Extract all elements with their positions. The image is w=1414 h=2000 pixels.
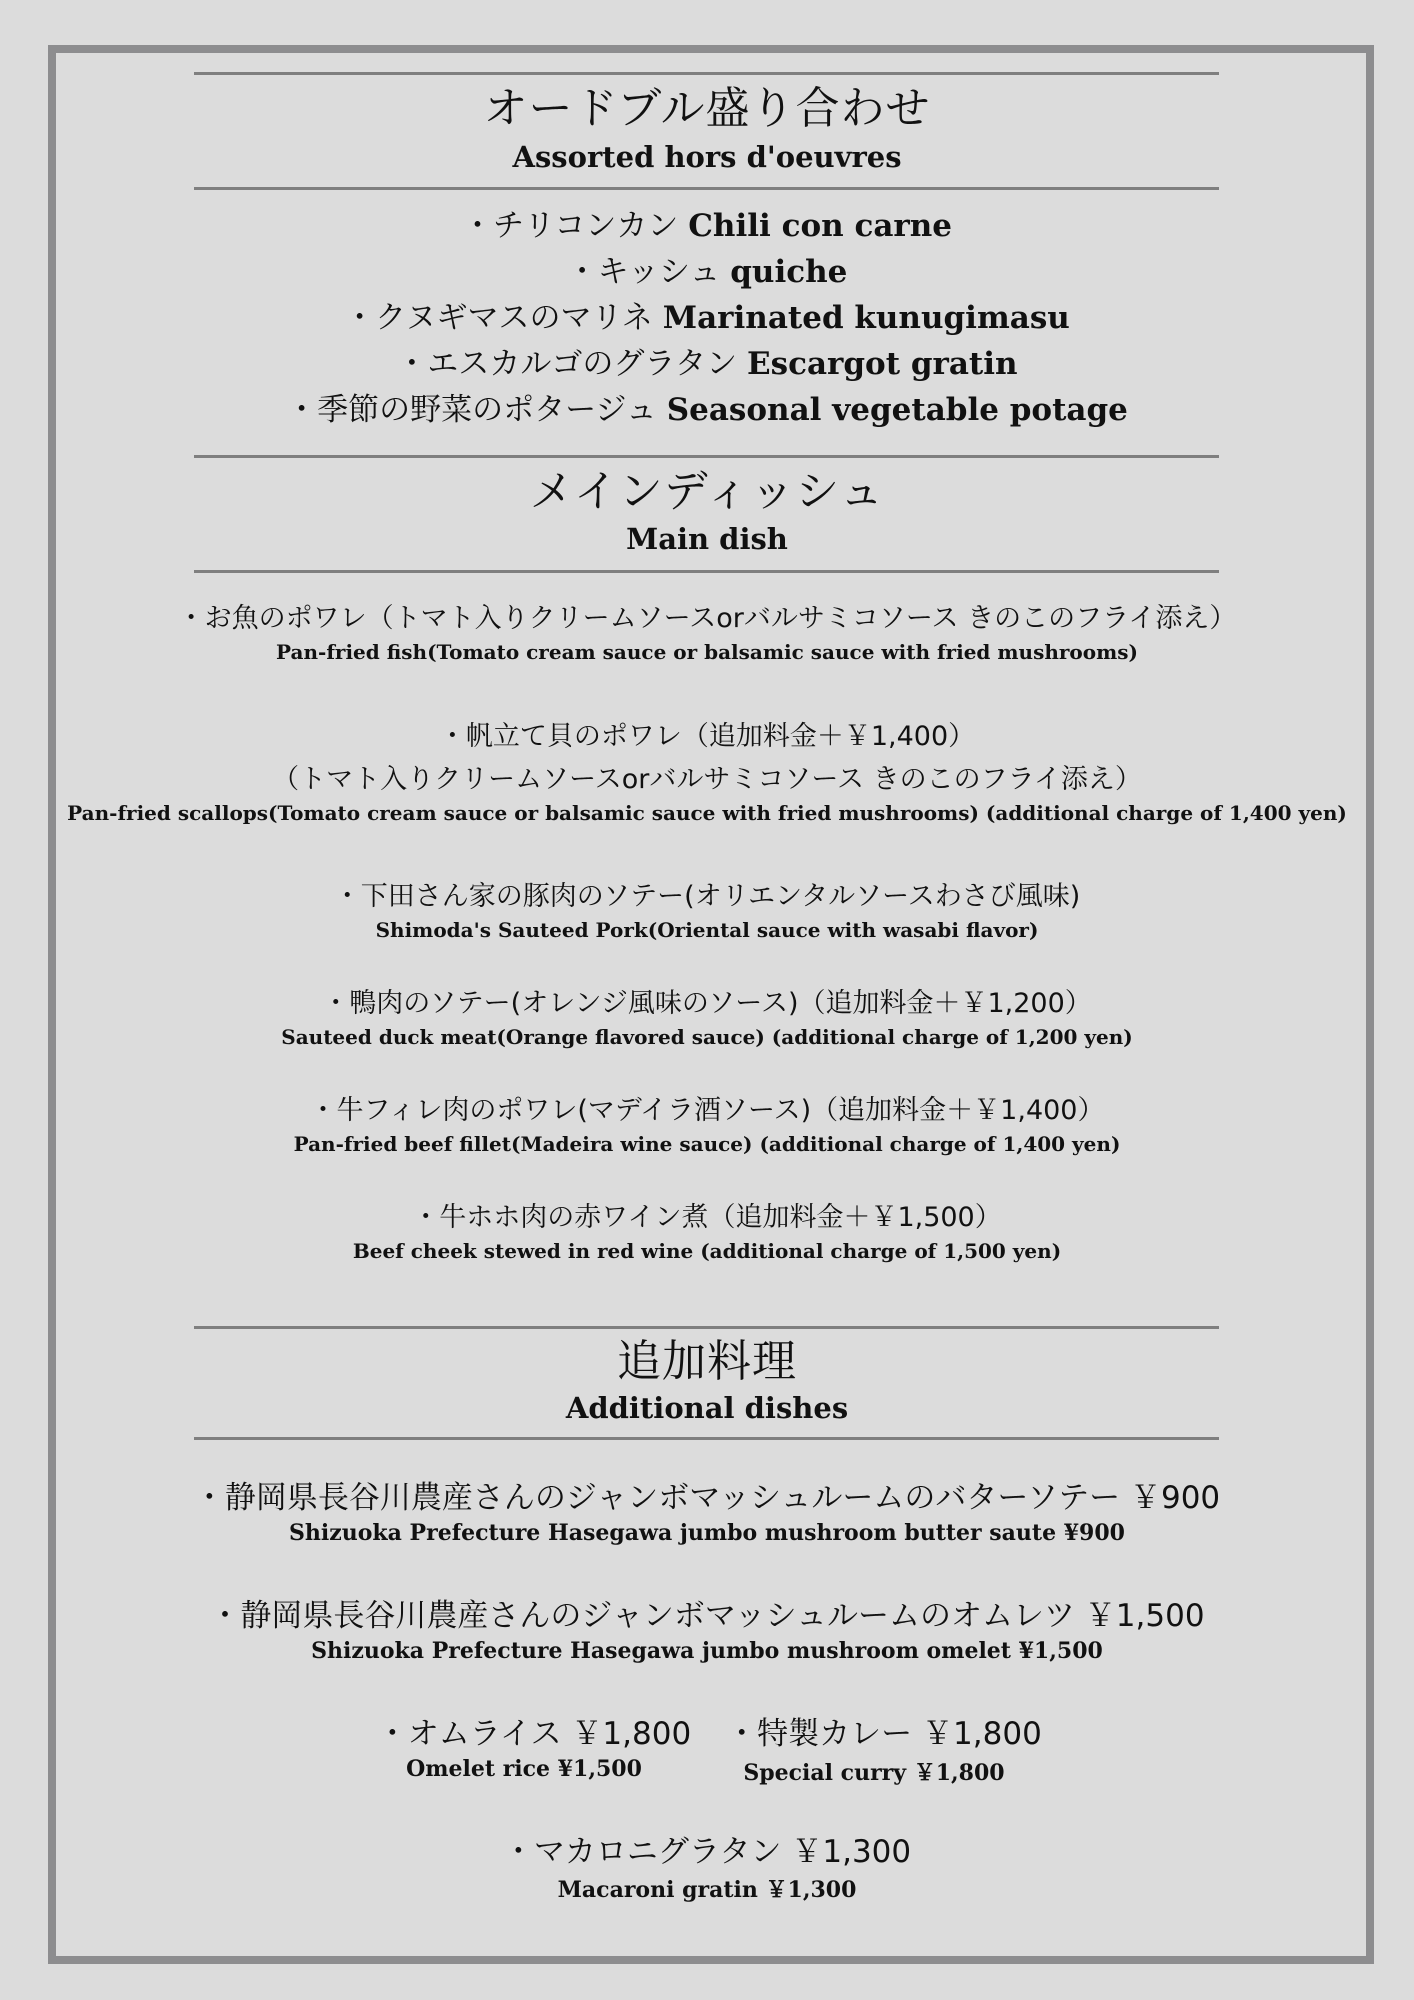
main-item-jp: ・帆立て貝のポワレ（追加料金＋￥1,400） bbox=[438, 721, 976, 752]
additional-item-en: Omelet rice ¥1,500 bbox=[406, 1756, 642, 1782]
hors-item-en: quiche bbox=[730, 254, 848, 290]
hors-item bbox=[0, 200, 1414, 245]
main-item-en: Pan-fried fish(Tomato cream sauce or balsamic sauce with fried mushrooms) bbox=[276, 640, 1138, 664]
additional-item-en: Special curry ￥1,800 bbox=[743, 1760, 1005, 1786]
section-divider bbox=[194, 570, 1219, 573]
hors-item-en: Marinated kunugimasu bbox=[662, 300, 1070, 336]
hors-item-jp: ・チリコンカン bbox=[461, 208, 679, 244]
additional-item-en: Shizuoka Prefecture Hasegawa jumbo mushroom butter saute ¥900 bbox=[289, 1520, 1125, 1546]
hors-item bbox=[0, 246, 1414, 291]
additional-item-en: Macaroni gratin ￥1,300 bbox=[557, 1877, 857, 1903]
additional-item-jp: ・オムライス ￥1,800 bbox=[376, 1716, 692, 1752]
section-divider bbox=[194, 1437, 1219, 1440]
section-divider bbox=[194, 187, 1219, 190]
main-item-en: Pan-fried scallops(Tomato cream sauce or balsamic sauce with fried mushrooms) (additional charge of 1,400 yen) bbox=[67, 801, 1347, 825]
additional-item-jp: ・マカロニグラタン ￥1,300 bbox=[502, 1834, 912, 1870]
hors-item bbox=[0, 292, 1414, 337]
main-title-en: Main dish bbox=[626, 522, 788, 556]
hors-item-jp: ・エスカルゴのグラタン bbox=[396, 346, 738, 382]
hors-item-jp: ・クヌギマスのマリネ bbox=[344, 300, 653, 336]
main-item-en: Sauteed duck meat(Orange flavored sauce) (additional charge of 1,200 yen) bbox=[281, 1025, 1133, 1049]
main-item-jp: ・下田さん家の豚肉のソテー(オリエンタルソースわさび風味) bbox=[333, 881, 1081, 912]
main-item-jp-detail: （トマト入りクリームソースorバルサミコソース きのこのフライ添え） bbox=[272, 764, 1142, 795]
hors-item bbox=[0, 338, 1414, 383]
main-item-jp: ・牛フィレ肉のポワレ(マデイラ酒ソース)（追加料金＋￥1,400） bbox=[309, 1095, 1105, 1126]
additional-item-jp: ・静岡県長谷川農産さんのジャンボマッシュルームのバターソテー ￥900 bbox=[193, 1480, 1221, 1516]
main-item-jp: ・鴨肉のソテー(オレンジ風味のソース)（追加料金＋￥1,200） bbox=[322, 988, 1092, 1019]
hors-item-jp: ・季節の野菜のポタージュ bbox=[286, 392, 657, 428]
hors-title-en: Assorted hors d'oeuvres bbox=[512, 140, 902, 174]
main-item-en: Shimoda's Sauteed Pork(Oriental sauce with wasabi flavor) bbox=[375, 918, 1039, 942]
main-title-jp: メインディッシュ bbox=[529, 466, 885, 517]
hors-item-en: Escargot gratin bbox=[746, 346, 1018, 382]
main-item-en: Beef cheek stewed in red wine (additional charge of 1,500 yen) bbox=[352, 1239, 1062, 1263]
main-item-en: Pan-fried beef fillet(Madeira wine sauce) (additional charge of 1,400 yen) bbox=[293, 1132, 1121, 1156]
hors-title-jp: オードブル盛り合わせ bbox=[483, 83, 931, 134]
hors-item-jp: ・キッシュ bbox=[566, 254, 721, 290]
main-item-jp: ・牛ホホ肉の赤ワイン煮（追加料金＋￥1,500） bbox=[412, 1202, 1002, 1233]
main-item-jp: ・お魚のポワレ（トマト入りクリームソースorバルサミコソース きのこのフライ添え） bbox=[177, 603, 1237, 634]
hors-item bbox=[0, 384, 1414, 429]
additional-item-jp: ・静岡県長谷川農産さんのジャンボマッシュルームのオムレツ ￥1,500 bbox=[209, 1598, 1205, 1634]
hors-item-en: Seasonal vegetable potage bbox=[666, 392, 1128, 428]
hors-item-en: Chili con carne bbox=[688, 208, 953, 244]
additional-item-jp: ・特製カレー ￥1,800 bbox=[726, 1716, 1042, 1752]
additional-title-jp: 追加料理 bbox=[617, 1336, 797, 1387]
additional-item-en: Shizuoka Prefecture Hasegawa jumbo mushroom omelet ¥1,500 bbox=[311, 1638, 1103, 1664]
additional-title-en: Additional dishes bbox=[565, 1391, 849, 1425]
